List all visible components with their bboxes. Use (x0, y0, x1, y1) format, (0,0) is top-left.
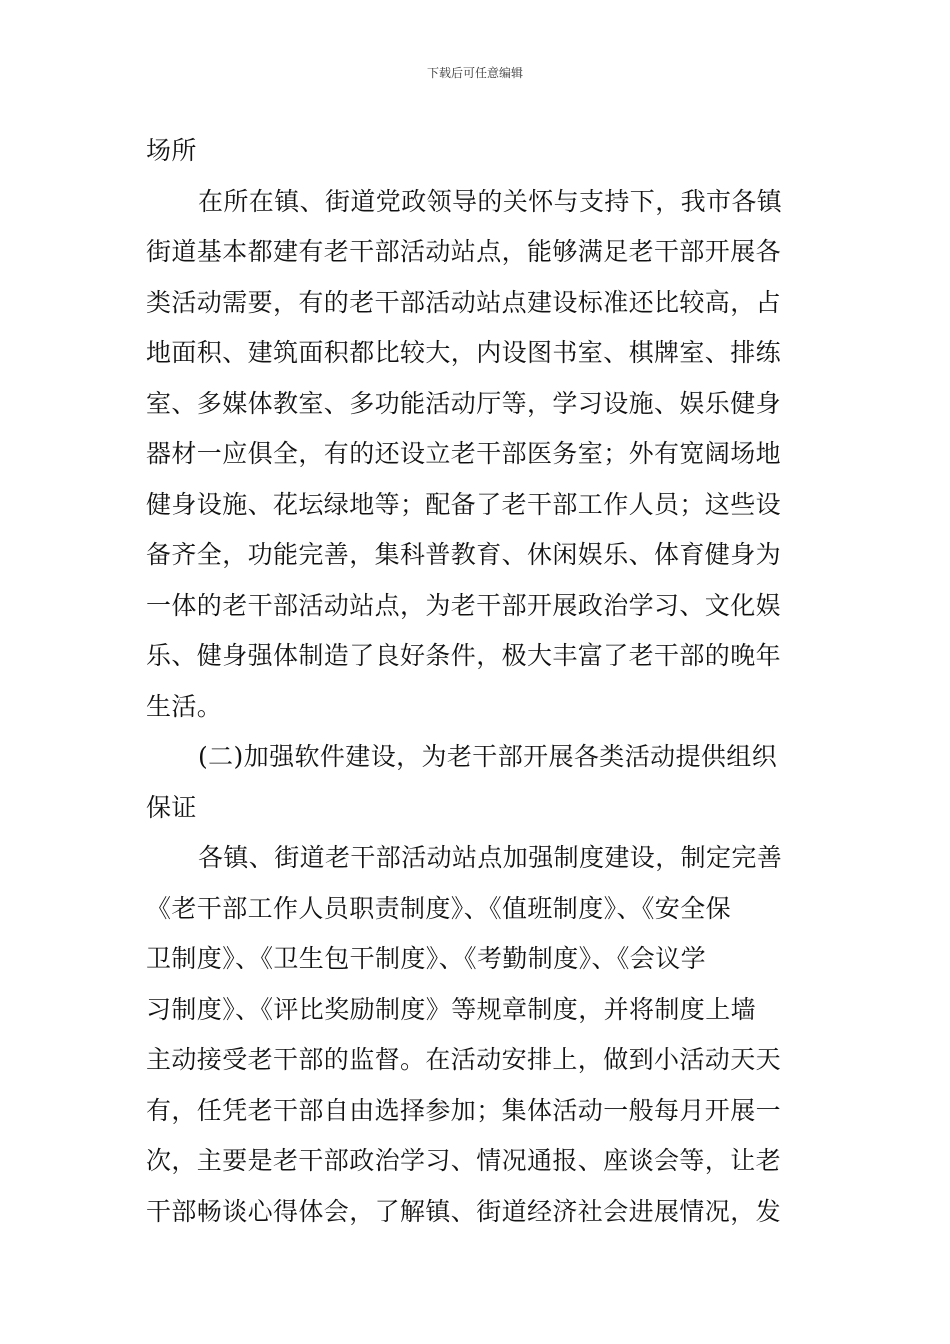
section-heading-line: 保证 (146, 792, 197, 822)
text-line: 室、多媒体教室、多功能活动厅等，学习设施、娱乐健身 (146, 388, 782, 418)
text-line: 习制度》、《评比奖励制度》等规章制度，并将制度上墙 (146, 994, 757, 1024)
paragraph-start-line: 在所在镇、街道党政领导的关怀与支持下，我市各镇 (198, 186, 783, 216)
page-header: 下载后可任意编辑 (426, 66, 523, 80)
text-line: 街道基本都建有老干部活动站点，能够满足老干部开展各 (146, 237, 782, 266)
document-body (146, 126, 812, 1237)
paragraph-start-line: 各镇、街道老干部活动站点加强制度建设，制定完善 (198, 843, 783, 872)
text-line: 生活。 (146, 691, 223, 721)
text-line: 主动接受老干部的监督。在活动安排上，做到小活动天天 (146, 1045, 782, 1074)
text-line: 场所 (146, 136, 197, 165)
text-line: 类活动需要，有的老干部活动站点建设标准还比较高，占 (146, 287, 782, 317)
text-line: 备齐全，功能完善，集科普教育、休闲娱乐、体育健身为 (146, 540, 782, 569)
text-line: 有，任凭老干部自由选择参加；集体活动一般每月开展一 (146, 1095, 782, 1125)
text-line: 干部畅谈心得体会，了解镇、街道经济社会进展情况，发 (146, 1196, 782, 1226)
text-line: 健身设施、花坛绿地等；配备了老干部工作人员；这些设 (146, 489, 782, 519)
text-line: 乐、健身强体制造了良好条件，极大丰富了老干部的晚年 (146, 641, 782, 670)
text-line: 《老干部工作人员职责制度》、《值班制度》、《安全保 (146, 893, 732, 923)
text-line: 一体的老干部活动站点，为老干部开展政治学习、文化娱 (146, 590, 782, 620)
text-line: 卫制度》、《卫生包干制度》、《考勤制度》、《会议学 (146, 944, 707, 973)
section-heading-line: (二)加强软件建设，为老干部开展各类活动提供组织 (198, 742, 778, 771)
text-line: 地面积、建筑面积都比较大，内设图书室、棋牌室、排练 (146, 338, 782, 367)
text-line: 次，主要是老干部政治学习、情况通报、座谈会等，让老 (146, 1146, 782, 1175)
text-line: 器材一应俱全，有的还设立老干部医务室；外有宽阔场地 (146, 439, 782, 468)
